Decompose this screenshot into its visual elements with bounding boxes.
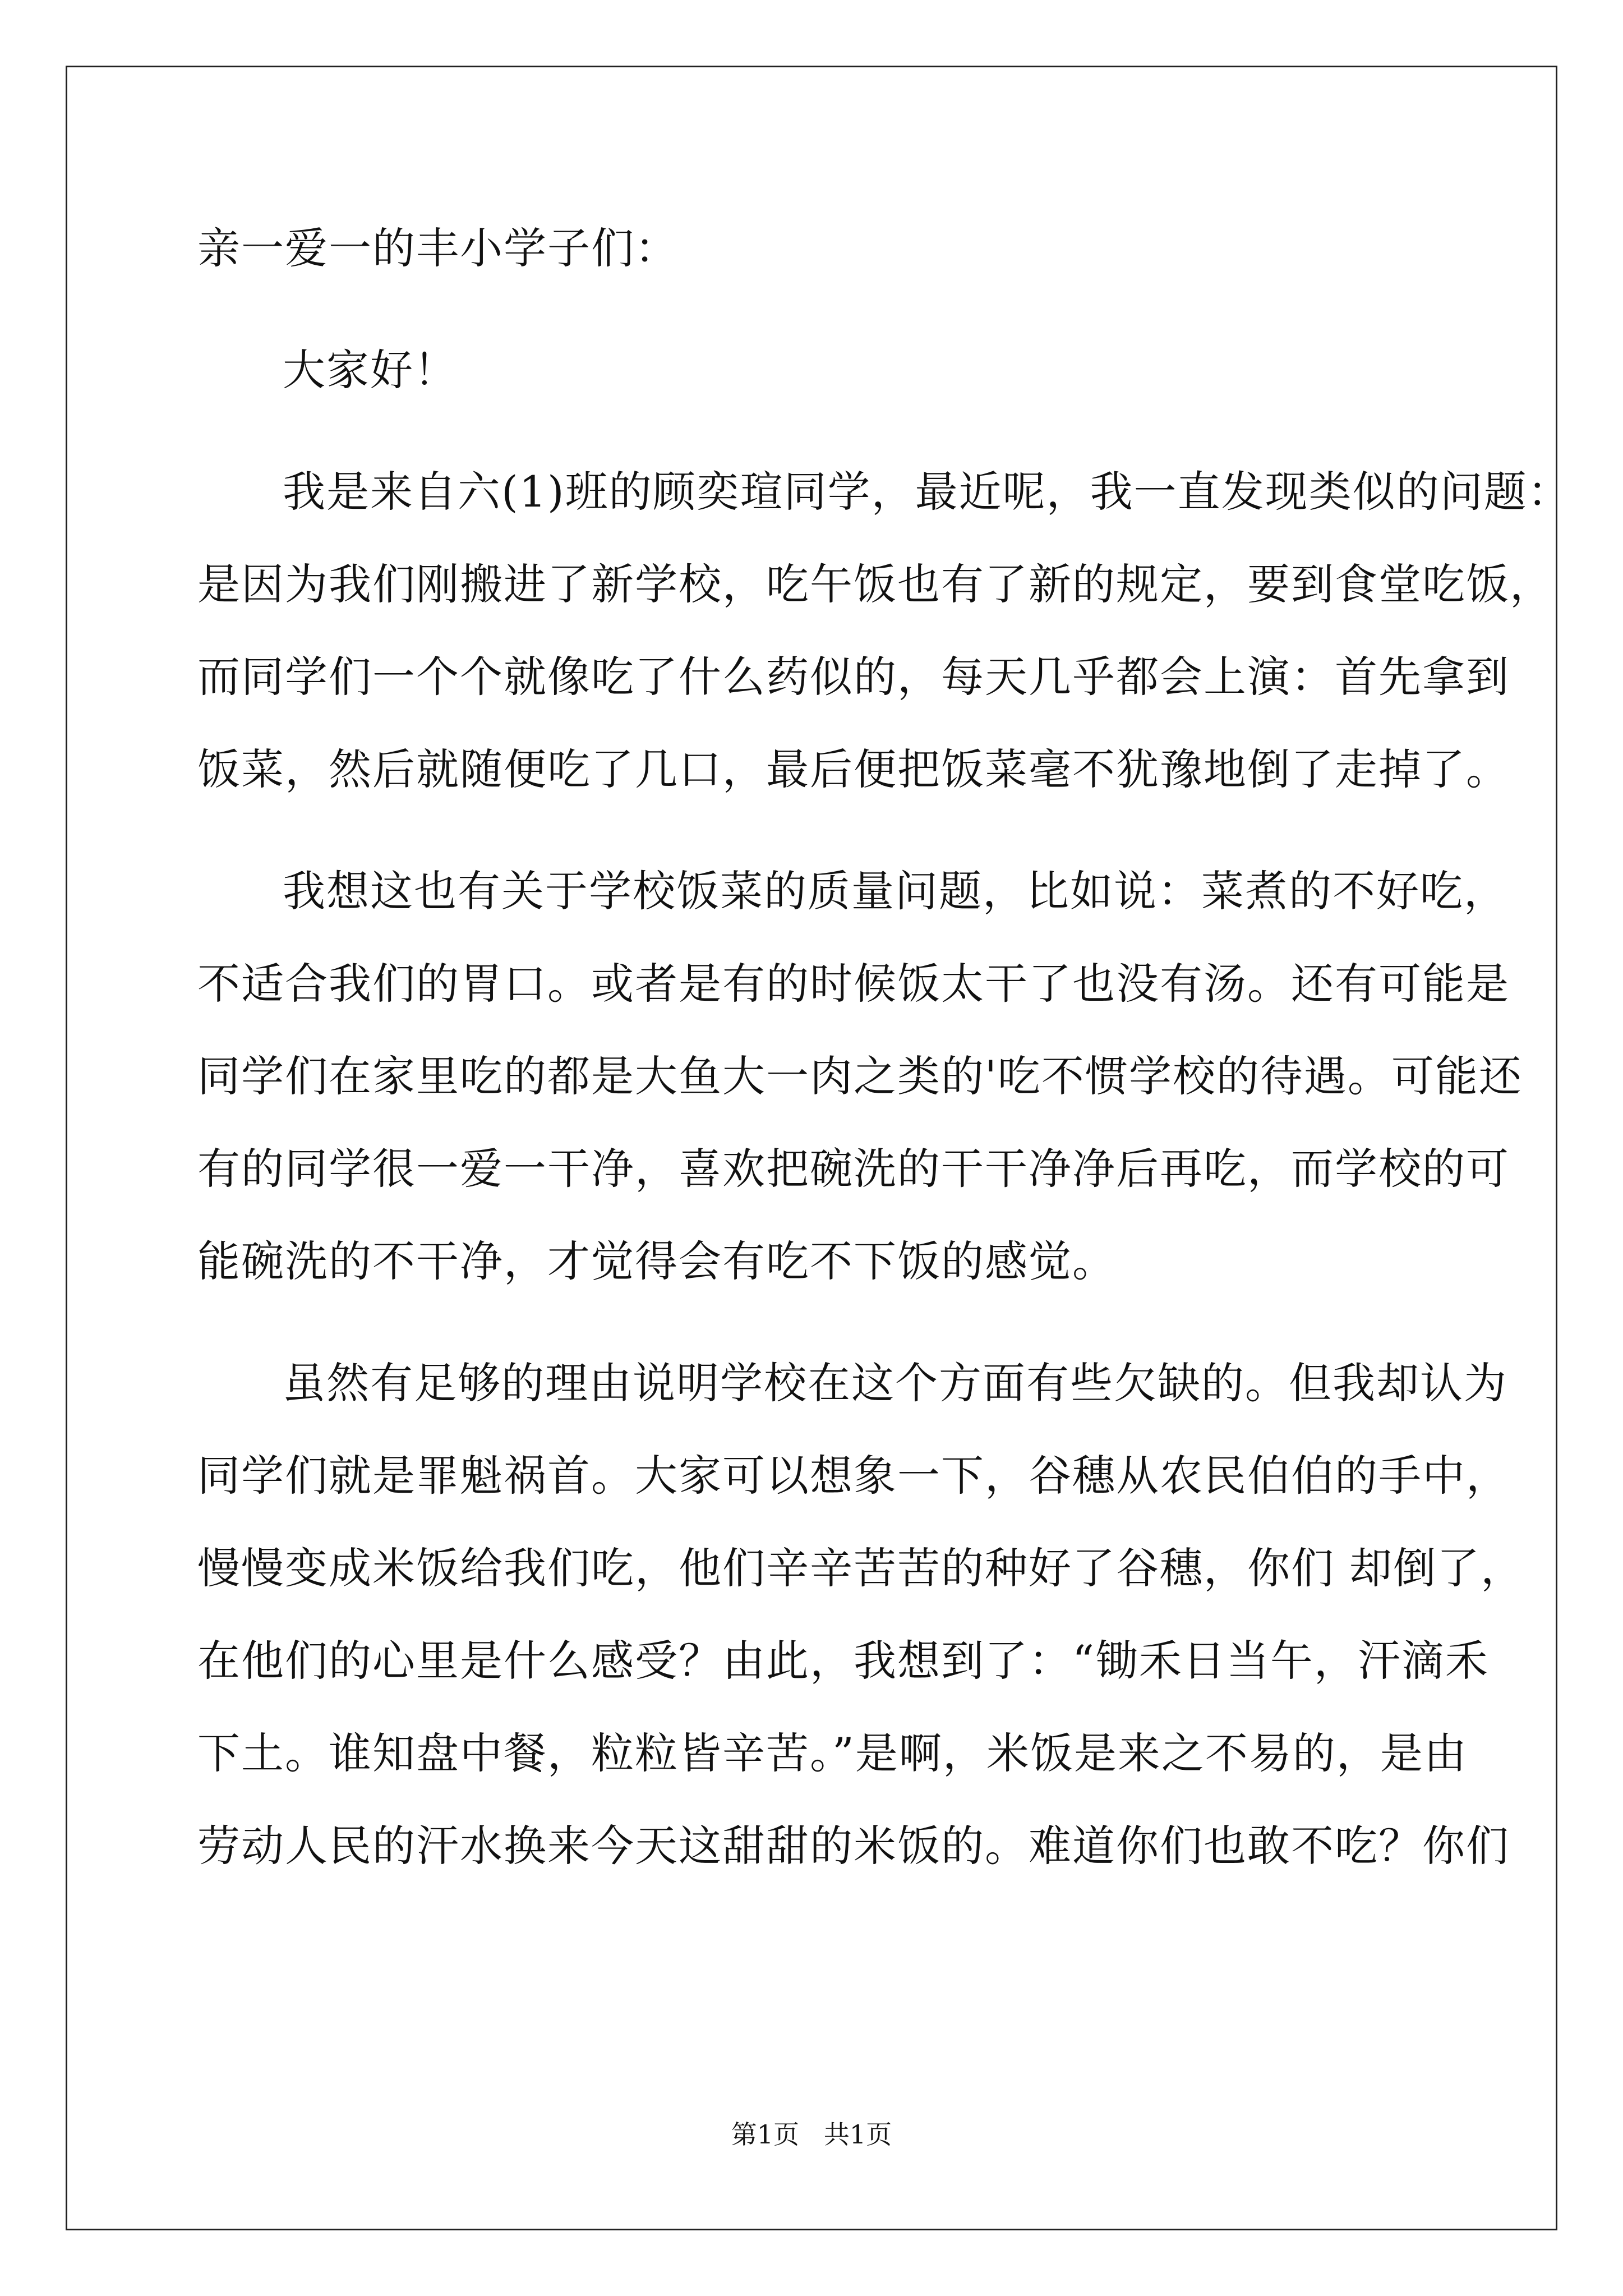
- text-line: 劳动人民的汗水换来今天这甜甜的米饭的。难道你们也敢不吃？你们: [197, 1821, 1510, 1871]
- document-body: [197, 202, 1571, 1892]
- text-line: 有的同学很一爱一干净，喜欢把碗洗的干干净净后再吃，而学校的可: [197, 1144, 1510, 1194]
- text-line: 饭菜，然后就随便吃了几口，最后便把饭菜毫不犹豫地倒了走掉了。: [197, 744, 1510, 794]
- text-line: 不适合我们的胃口。或者是有的时候饭太干了也没有汤。还有可能是: [197, 959, 1510, 1009]
- text-line: 在他们的心里是什么感受？由此，我想到了：“锄禾日当午，汗滴禾: [197, 1636, 1489, 1686]
- text-line: 下土。谁知盘中餐，粒粒皆辛苦。”是啊，米饭是来之不易的，是由: [197, 1728, 1468, 1778]
- text-line: 同学们就是罪魁祸首。大家可以想象一下，谷穗从农民伯伯的手中，: [197, 1451, 1510, 1501]
- text-line: 能碗洗的不干净，才觉得会有吃不下饭的感觉。: [197, 1236, 1116, 1286]
- text-line: 慢慢变成米饭给我们吃，他们辛辛苦苦的种好了谷穗，你们 却倒了，: [197, 1543, 1525, 1593]
- text-line: 我想这也有关于学校饭菜的质量问题，比如说：菜煮的不好吃，: [283, 866, 1507, 916]
- text-line: 亲一爱一的丰小学子们：: [197, 223, 679, 273]
- text-line: 大家好！: [283, 345, 458, 395]
- text-line: 同学们在家里吃的都是大鱼大一肉之类的'吃不惯学校的待遇。可能还: [197, 1051, 1523, 1101]
- text-line: 虽然有足够的理由说明学校在这个方面有些欠缺的。但我却认为: [283, 1358, 1507, 1408]
- text-line: 是因为我们刚搬进了新学校，吃午饭也有了新的规定，要到食堂吃饭，: [197, 559, 1553, 609]
- page-footer: 第1页 共1页: [731, 2119, 892, 2150]
- text-line: 而同学们一个个就像吃了什么药似的，每天几乎都会上演：首先拿到: [197, 652, 1510, 702]
- text-line: 我是来自六(1)班的顾奕瑄同学，最近呢，我一直发现类似的问题：: [283, 467, 1571, 517]
